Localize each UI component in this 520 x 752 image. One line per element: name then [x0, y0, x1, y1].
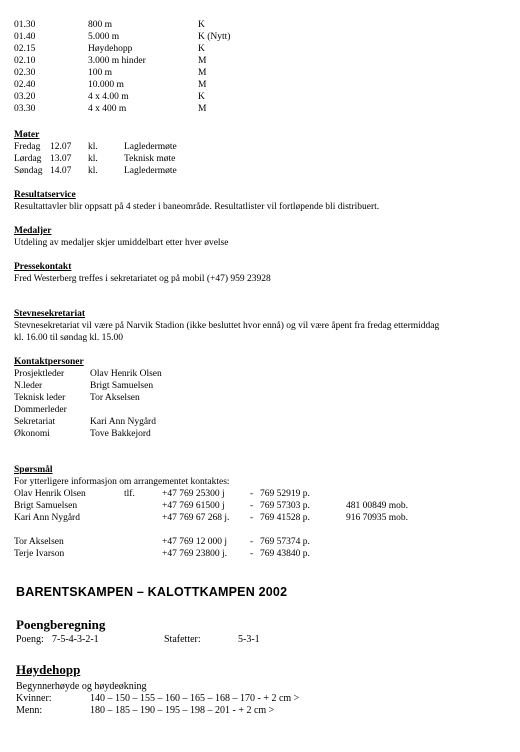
- phone-tlf-label: tlf.: [124, 489, 135, 499]
- schedule-event: 4 x 4.00 m: [88, 92, 129, 102]
- schedule-gender: K: [198, 20, 205, 30]
- section-heading-pressekontakt: Pressekontakt: [14, 262, 72, 272]
- hoydehopp-label: Menn:: [16, 705, 43, 716]
- phone-private: 769 41528 p.: [260, 513, 310, 523]
- stevnesekretariat-line2: kl. 16.00 til søndag kl. 15.00: [14, 333, 123, 343]
- schedule-gender: K: [198, 92, 205, 102]
- poeng-value: 7-5-4-3-2-1: [52, 634, 99, 645]
- contact-role: N.leder: [14, 381, 43, 391]
- phone-private: 769 52919 p.: [260, 489, 310, 499]
- meeting-day: Lørdag: [14, 154, 42, 164]
- phone-dash: -: [250, 537, 254, 547]
- phone-dash: -: [250, 549, 254, 559]
- meeting-kl: kl.: [88, 166, 98, 176]
- meeting-kl: kl.: [88, 154, 98, 164]
- phone-dash: -: [250, 501, 254, 511]
- resultatservice-text: Resultattavler blir oppsatt på 4 steder i baneområde. Resultatlister vil fortløpende bli distribuert.: [14, 202, 380, 212]
- meeting-what: Teknisk møte: [124, 154, 176, 164]
- contact-role: Dommerleder: [14, 405, 67, 415]
- section-heading-medaljer: Medaljer: [14, 226, 52, 236]
- section-heading-resultatservice: Resultatservice: [14, 190, 76, 200]
- schedule-time: 02.40: [14, 80, 36, 90]
- phone-dash: -: [250, 489, 254, 499]
- schedule-gender: M: [198, 68, 207, 78]
- phone-private: 769 57374 p.: [260, 537, 310, 547]
- meeting-date: 13.07: [50, 154, 72, 164]
- section-heading-poengberegning: Poengberegning: [16, 617, 106, 632]
- page-title: BARENTSKAMPEN – KALOTTKAMPEN 2002: [16, 585, 288, 599]
- schedule-time: 03.20: [14, 92, 36, 102]
- contact-name: Kari Ann Nygård: [90, 417, 156, 427]
- phone-name: Olav Henrik Olsen: [14, 489, 86, 499]
- stevnesekretariat-line1: Stevnesekretariat vil være på Narvik Stadion (ikke besluttet hvor ennå) og vil være åpent fra fredag ettermiddag: [14, 321, 440, 331]
- schedule-gender: M: [198, 104, 207, 114]
- phone-work: +47 769 25300 j: [162, 489, 225, 499]
- schedule-event: Høydehopp: [88, 44, 133, 54]
- hoydehopp-value: 140 – 150 – 155 – 160 – 165 – 168 – 170 - + 2 cm >: [90, 693, 300, 704]
- phone-work: +47 769 67 268 j.: [162, 513, 230, 523]
- contact-role: Sekretariat: [14, 417, 56, 427]
- section-heading: Spørsmål: [14, 465, 53, 475]
- section-heading-hoydehopp: Høydehopp: [16, 662, 81, 677]
- meeting-kl: kl.: [88, 142, 98, 152]
- phone-work: +47 769 61500 j: [162, 501, 225, 511]
- phone-private: 769 57303 p.: [260, 501, 310, 511]
- schedule-event: 800 m: [88, 20, 113, 30]
- sporsmal-intro: For ytterligere informasjon om arrangementet kontaktes:: [14, 477, 230, 487]
- contact-name: Brigt Samuelsen: [90, 381, 154, 391]
- phone-name: Terje Ivarson: [14, 549, 65, 559]
- medaljer-text: Utdeling av medaljer skjer umiddelbart etter hver øvelse: [14, 238, 229, 248]
- schedule-gender: M: [198, 56, 207, 66]
- meeting-date: 14.07: [50, 166, 72, 176]
- phone-mobile: 481 00849 mob.: [346, 501, 409, 511]
- schedule-event: 100 m: [88, 68, 113, 78]
- hoydehopp-value: 180 – 185 – 190 – 195 – 198 – 201 - + 2 cm >: [90, 705, 275, 716]
- schedule-event: 3.000 m hinder: [88, 56, 146, 66]
- phone-dash: -: [250, 513, 254, 523]
- contact-name: Tor Akselsen: [90, 393, 140, 403]
- schedule-gender: K: [198, 44, 205, 54]
- contact-role: Teknisk leder: [14, 393, 66, 403]
- schedule-time: 01.40: [14, 32, 36, 42]
- phone-name: Brigt Samuelsen: [14, 501, 78, 511]
- phone-mobile: 916 70935 mob.: [346, 513, 409, 523]
- schedule-gender: M: [198, 80, 207, 90]
- meeting-what: Lagledermøte: [124, 142, 177, 152]
- section-heading: Kontaktpersoner: [14, 357, 84, 367]
- schedule-gender: K (Nytt): [198, 32, 231, 42]
- stafetter-value: 5-3-1: [238, 634, 260, 645]
- pressekontakt-text: Fred Westerberg treffes i sekretariatet og på mobil (+47) 959 23928: [14, 274, 271, 284]
- meeting-date: 12.07: [50, 142, 72, 152]
- contact-name: Olav Henrik Olsen: [90, 369, 162, 379]
- contact-role: Økonomi: [14, 429, 50, 439]
- schedule-event: 4 x 400 m: [88, 104, 127, 114]
- phone-work: +47 769 23800 j.: [162, 549, 227, 559]
- schedule-event: 5.000 m: [88, 32, 120, 42]
- schedule-time: 02.30: [14, 68, 36, 78]
- contact-role: Prosjektleder: [14, 369, 65, 379]
- schedule-time: 02.15: [14, 44, 36, 54]
- meeting-what: Lagledermøte: [124, 166, 177, 176]
- meeting-day: Søndag: [14, 166, 43, 176]
- section-heading-stevnesekretariat: Stevnesekretariat: [14, 309, 86, 319]
- contact-name: Tove Bakkejord: [90, 429, 151, 439]
- stafetter-label: Stafetter:: [164, 634, 201, 645]
- phone-name: Kari Ann Nygård: [14, 513, 80, 523]
- phone-work: +47 769 12 000 j: [162, 537, 227, 547]
- schedule-time: 03.30: [14, 104, 36, 114]
- schedule-event: 10.000 m: [88, 80, 124, 90]
- meeting-day: Fredag: [14, 142, 41, 152]
- phone-private: 769 43840 p.: [260, 549, 310, 559]
- section-heading: Møter: [14, 130, 40, 140]
- schedule-time: 02.10: [14, 56, 36, 66]
- phone-name: Tor Akselsen: [14, 537, 64, 547]
- poeng-label: Poeng:: [16, 634, 44, 645]
- schedule-time: 01.30: [14, 20, 36, 30]
- hoydehopp-label: Kvinner:: [16, 693, 52, 704]
- hoydehopp-subtitle: Begynnerhøyde og høydeøkning: [16, 681, 147, 692]
